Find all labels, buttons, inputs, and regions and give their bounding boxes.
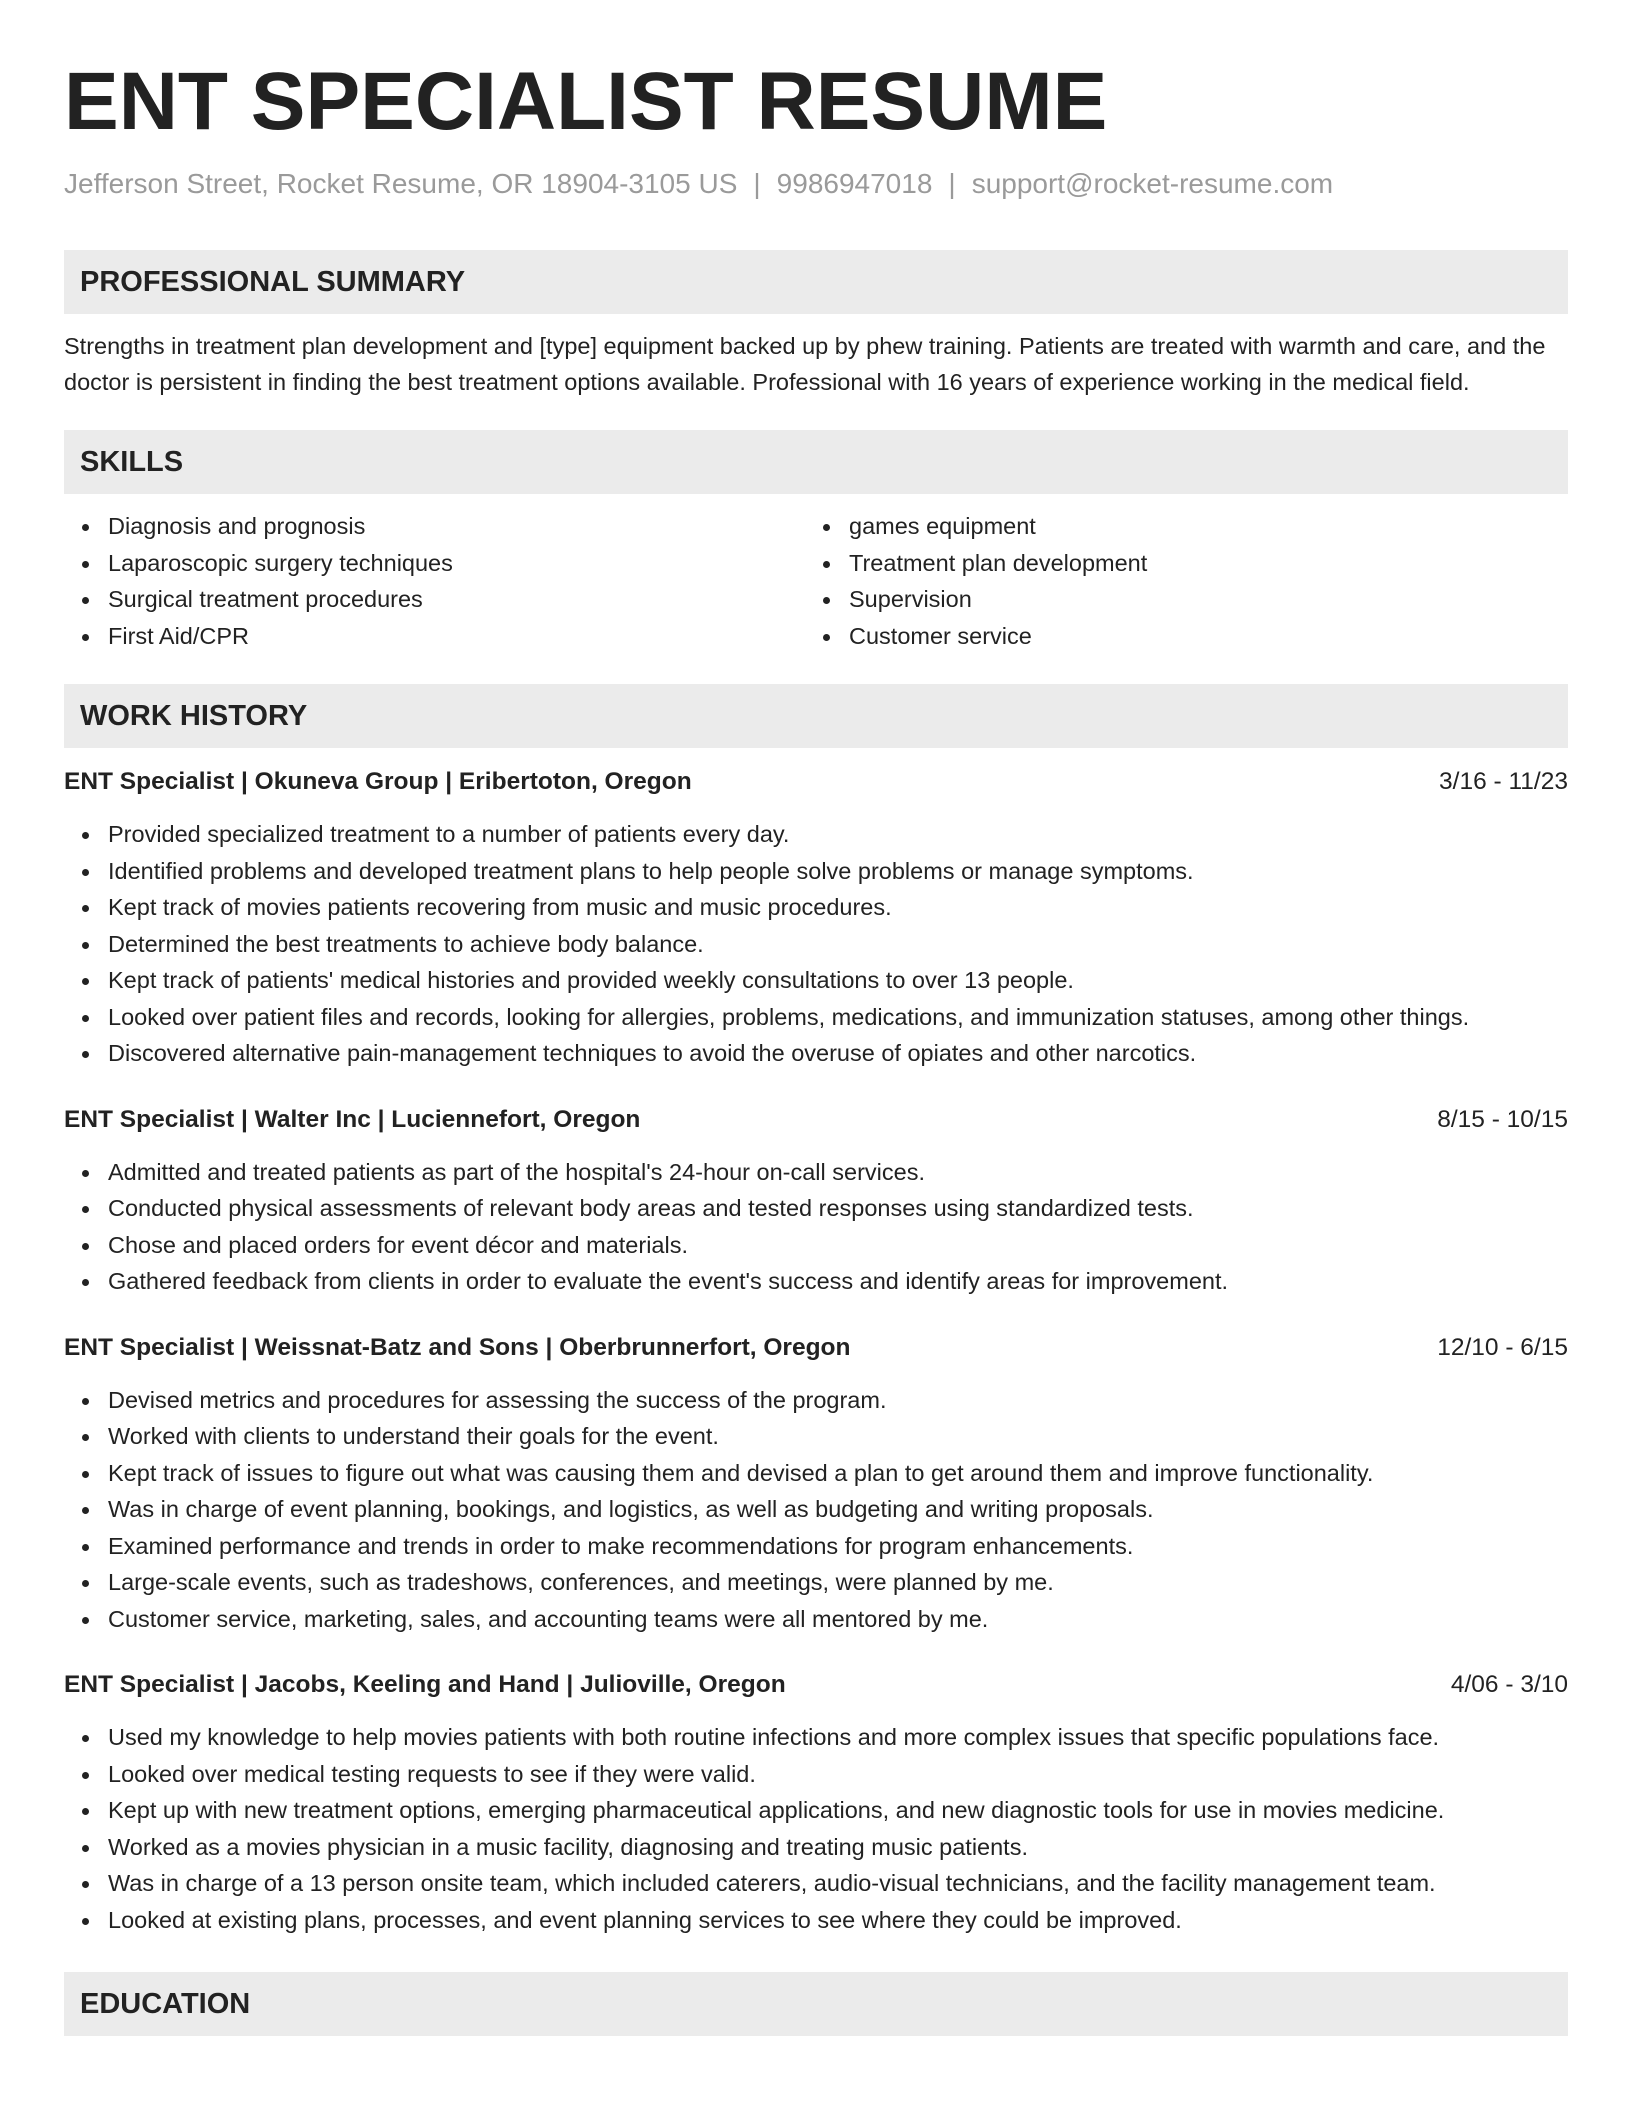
job-bullet: Kept track of movies patients recovering from music and music procedures. (108, 889, 1568, 926)
job-bullet: Worked as a movies physician in a music facility, diagnosing and treating music patients. (108, 1829, 1568, 1866)
job-bullet: Looked over medical testing requests to see if they were valid. (108, 1756, 1568, 1793)
section-heading-skills: SKILLS (64, 430, 1568, 494)
job-bullets (64, 1719, 1568, 1938)
contact-separator: | (753, 168, 761, 199)
job-dates: 4/06 - 3/10 (1450, 1671, 1568, 1698)
job-bullet: Discovered alternative pain-management techniques to avoid the overuse of opiates and other narcotics. (108, 1035, 1568, 1072)
job-bullet: Was in charge of a 13 person onsite team, which included caterers, audio-visual technicians, and the facility management team. (108, 1865, 1568, 1902)
job-entry (64, 1667, 1568, 1938)
job-bullet: Large-scale events, such as tradeshows, conferences, and meetings, were planned by me. (108, 1564, 1568, 1601)
skill-item: Laparoscopic surgery techniques (108, 545, 805, 582)
job-bullet: Gathered feedback from clients in order to evaluate the event's success and identify areas for improvement. (108, 1263, 1568, 1300)
job-bullet: Devised metrics and procedures for assessing the success of the program. (108, 1382, 1568, 1419)
skill-item: Surgical treatment procedures (108, 581, 805, 618)
job-title: ENT Specialist | Jacobs, Keeling and Hand | Julioville, Oregon (64, 1671, 786, 1698)
section-heading-work-history: WORK HISTORY (64, 684, 1568, 748)
resume-title: ENT SPECIALIST RESUME (64, 56, 1108, 147)
job-bullets (64, 1154, 1568, 1300)
job-header (64, 1102, 1568, 1138)
job-entry (64, 1102, 1568, 1300)
job-header (64, 1667, 1568, 1703)
summary-text: Strengths in treatment plan development and [type] equipment backed up by phew training. Patients are treated with warmth and care, and the doctor is persistent in finding the best treatment options available. Professional with 16 years of experience working in the medical field. (64, 333, 1546, 395)
work-history-section (64, 684, 1568, 1938)
job-bullet: Chose and placed orders for event décor and materials. (108, 1227, 1568, 1264)
job-dates: 12/10 - 6/15 (1437, 1333, 1568, 1361)
section-heading-education: EDUCATION (64, 1972, 1568, 2036)
job-dates: 3/16 - 11/23 (1439, 768, 1568, 795)
job-title: ENT Specialist | Weissnat-Batz and Sons | Oberbrunnerfort, Oregon (64, 1333, 851, 1361)
job-bullet: Worked with clients to understand their goals for the event. (108, 1418, 1568, 1455)
contact-email: support@rocket-resume.com (971, 168, 1334, 199)
skills-section (64, 430, 1568, 654)
job-entry (64, 1330, 1568, 1638)
job-bullet: Identified problems and developed treatment plans to help people solve problems or manage symptoms. (108, 853, 1568, 890)
job-bullets (64, 1382, 1568, 1638)
skill-item: Customer service (849, 618, 1546, 655)
job-bullet: Looked at existing plans, processes, and event planning services to see where they could be improved. (108, 1902, 1568, 1939)
job-bullet: Examined performance and trends in order to make recommendations for program enhancements. (108, 1528, 1568, 1565)
contact-phone: 9986947018 (776, 168, 933, 199)
skill-item: First Aid/CPR (108, 618, 805, 655)
job-bullet: Determined the best treatments to achieve body balance. (108, 926, 1568, 963)
skills-grid (64, 508, 1568, 654)
job-bullet: Provided specialized treatment to a number of patients every day. (108, 816, 1568, 853)
job-header (64, 764, 1568, 800)
skill-item: Supervision (849, 581, 1546, 618)
job-bullet: Looked over patient files and records, looking for allergies, problems, medications, and immunization statuses, among other things. (108, 999, 1568, 1036)
job-header (64, 1330, 1568, 1366)
job-bullet: Kept track of patients' medical histories and provided weekly consultations to over 13 people. (108, 962, 1568, 999)
job-bullet: Was in charge of event planning, bookings, and logistics, as well as budgeting and writing proposals. (108, 1491, 1568, 1528)
job-bullet: Conducted physical assessments of relevant body areas and tested responses using standardized tests. (108, 1190, 1568, 1227)
job-bullet: Admitted and treated patients as part of the hospital's 24-hour on-call services. (108, 1154, 1568, 1191)
job-bullet: Kept track of issues to figure out what was causing them and devised a plan to get around them and improve functionality. (108, 1455, 1568, 1492)
skills-column-left (64, 508, 805, 654)
education-section (64, 1972, 1568, 2036)
job-bullet: Kept up with new treatment options, emerging pharmaceutical applications, and new diagnostic tools for use in movies medicine. (108, 1792, 1568, 1829)
contact-line (64, 166, 1568, 202)
job-title: ENT Specialist | Walter Inc | Luciennefort, Oregon (64, 1105, 641, 1133)
job-title: ENT Specialist | Okuneva Group | Eribertoton, Oregon (64, 768, 692, 795)
skill-item: Treatment plan development (849, 545, 1546, 582)
section-heading-summary: PROFESSIONAL SUMMARY (64, 250, 1568, 314)
skill-item: games equipment (849, 508, 1546, 545)
contact-separator: | (948, 168, 956, 199)
job-bullet: Customer service, marketing, sales, and accounting teams were all mentored by me. (108, 1601, 1568, 1638)
skills-column-right (805, 508, 1546, 654)
skill-item: Diagnosis and prognosis (108, 508, 805, 545)
professional-summary-section (64, 250, 1568, 400)
job-dates: 8/15 - 10/15 (1437, 1105, 1568, 1133)
contact-address: Jefferson Street, Rocket Resume, OR 18904-3105 US (64, 168, 738, 199)
job-bullet: Used my knowledge to help movies patients with both routine infections and more complex issues that specific populations face. (108, 1719, 1568, 1756)
job-entry (64, 764, 1568, 1072)
job-bullets (64, 816, 1568, 1072)
